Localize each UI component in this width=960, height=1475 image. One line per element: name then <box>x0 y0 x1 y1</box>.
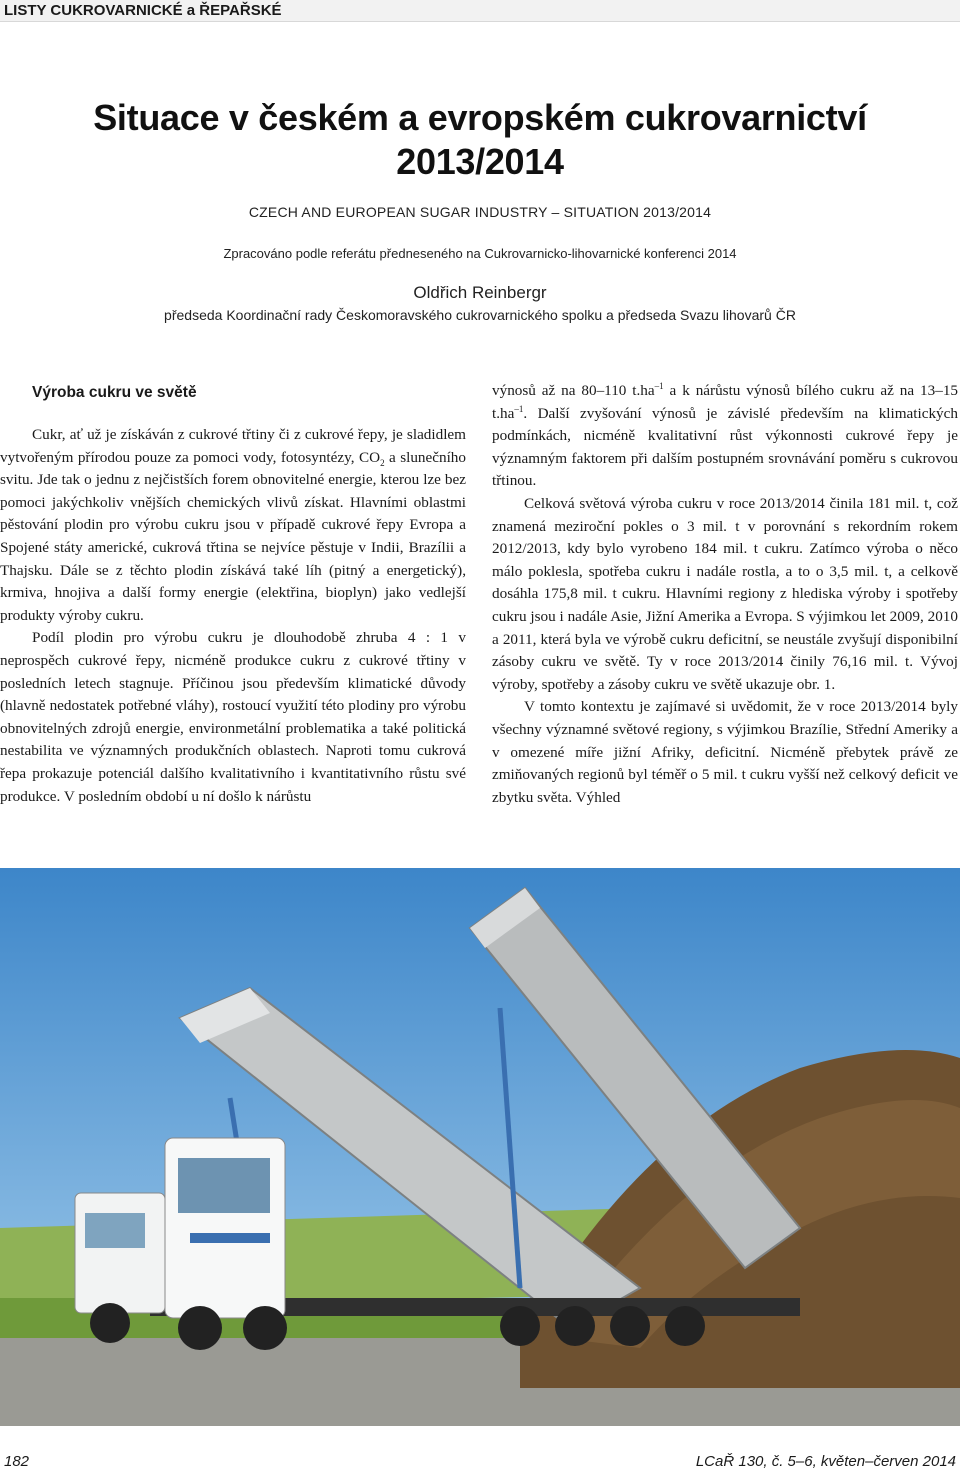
photo-trucks-unloading-beets <box>0 868 960 1426</box>
left-p1-text-a: Cukr, ať už je získáván z cukrové třtiny či z cukrové řepy, je sladidlem vytvořeným přírodou pouze za pomoci vody, fotosyntézy, CO <box>0 426 466 466</box>
author-name: Oldřich Reinbergr <box>413 283 547 302</box>
truck-cab-rear <box>75 1193 165 1313</box>
left-paragraph-2: Podíl plodin pro výrobu cukru je dlouhodobě zhruba 4 : 1 v neprospěch cukrové řepy, nicméně produkce cukru z cukrové třtiny v posledních letech stagnuje. Příčinou jsou především klimatické důvody (hlavně nedostatek potřebné vláhy), rostoucí využití této plodiny pro výrobu obnovitelných zdrojů energie, environmetální problematika a také politická nestabilita ve významných produkčních oblastech. Naproti tomu cukrová řepa prokazuje potenciál dalšího kvalitativního i kvantitativního růstu své produkce. V posledním období u ní došlo k nárůstu <box>0 629 466 805</box>
article-title <box>0 96 960 184</box>
english-subtitle: CZECH AND EUROPEAN SUGAR INDUSTRY – SITUATION 2013/2014 <box>248 204 712 220</box>
title-line-1: Situace v českém a evropském cukrovarnictví <box>93 97 867 138</box>
cab-stripe <box>190 1233 270 1243</box>
title-line-2: 2013/2014 <box>396 141 564 182</box>
cab-window-rear <box>85 1213 145 1248</box>
page-number: 182 <box>4 1453 30 1470</box>
right-paragraph-1 <box>492 380 958 493</box>
source-note: Zpracováno podle referátu předneseného na Cukrovarnicko-lihovarnické konferenci 2014 <box>223 246 737 261</box>
co2-subscript: 2 <box>380 457 385 468</box>
right-paragraph-3: V tomto kontextu je zajímavé si uvědomit, že v roce 2013/2014 byly všechny významné světové regiony, s výjimkou Brazílie, Střední Ameriky a v omezené míře jižní Afriky, deficitní. Nicméně přebytek právě ze zmiňovaných regionů byl téměř o 5 mil. t cukru vyšší než celkový deficit ve zbytku světa. Výhled <box>492 698 958 806</box>
wheel <box>90 1303 130 1343</box>
title-block <box>0 96 960 323</box>
left-p1-text-b: a slunečního svitu. Jde tak o jednu z nejčistších forem obnovitelné energie, kterou lze bez pomoci jakýchkoliv vnějších chemických vlivů získat. Hlavními oblastmi pěstování plodin pro výrobu cukru jsou v případě cukrové řepy Evropa a Spojené státy americké, cukrová třtina se nejvíce pěstuje v Indii, Brazílii a Thajsku. Dále se z těchto plodin získává také líh (pitný a energetický), krmiva, hnojiva a další formy energie (elektřina, bioplyn) jako vedlejší produkty výroby cukru. <box>0 448 466 624</box>
left-column <box>0 382 466 808</box>
author-role: předseda Koordinační rady Českomoravského cukrovarnického spolku a předseda Svazu lihovarů ČR <box>164 307 796 323</box>
unit-superscript-2: –1 <box>514 403 524 414</box>
right-p1-text-b: a k nárůstu výnosů bílého cukru až na 13–15 t.ha <box>492 382 959 422</box>
right-p1-text-c: . Další zvyšování výnosů je závislé především na klimatických podmínkách, nicméně kvalitativní růst výkonnosti cukrové řepy je významným faktorem při dalším postupném srovnávání poměru s cukrovou třtinou. <box>492 404 958 490</box>
unit-superscript-1: –1 <box>654 380 664 391</box>
wheel <box>610 1306 650 1346</box>
wheel <box>178 1306 222 1350</box>
section-heading: Výroba cukru ve světě <box>32 384 197 401</box>
wheel <box>243 1306 287 1350</box>
photo-illustration <box>0 868 960 1426</box>
journal-reference: LCaŘ 130, č. 5–6, květen–červen 2014 <box>695 1453 956 1470</box>
page-footer <box>0 1451 960 1475</box>
right-paragraph-2: Celková světová výroba cukru v roce 2013/2014 činila 181 mil. t, což znamená meziroční pokles o 3 mil. t v porovnání s rekordním rokem 2012/2013, kdy bylo vyrobeno 184 mil. t cukru. Zatímco výroba o něco málo poklesla, spotřeba cukru i nadále rostla, a to o 3,5 mil. t, a celkově dosáhla 175,8 mil. t cukru. Hlavními regiony z hlediska výroby i spotřeby cukru jsou i nadále Asie, Jižní Amerika a Evropa. S výjimkou let 2009, 2010 a 2011, která byla ve výrobě cukru deficitní, se neustále zvyšují disponibilní zásoby cukru ve světě. Ty v roce 2013/2014 činily 76,16 mil. t. Vývoj výroby, spotřeby a zásoby cukru ve světě ukazuje obr. 1. <box>492 494 958 693</box>
running-head: LISTY CUKROVARNICKÉ a ŘEPAŘSKÉ <box>0 0 960 22</box>
cab-window-front <box>178 1158 270 1213</box>
wheel <box>555 1306 595 1346</box>
right-p1-text-a: výnosů až na 80–110 t.ha <box>492 382 655 399</box>
right-column <box>492 380 958 809</box>
wheel <box>500 1306 540 1346</box>
wheel <box>665 1306 705 1346</box>
left-paragraph-1 <box>0 424 466 627</box>
